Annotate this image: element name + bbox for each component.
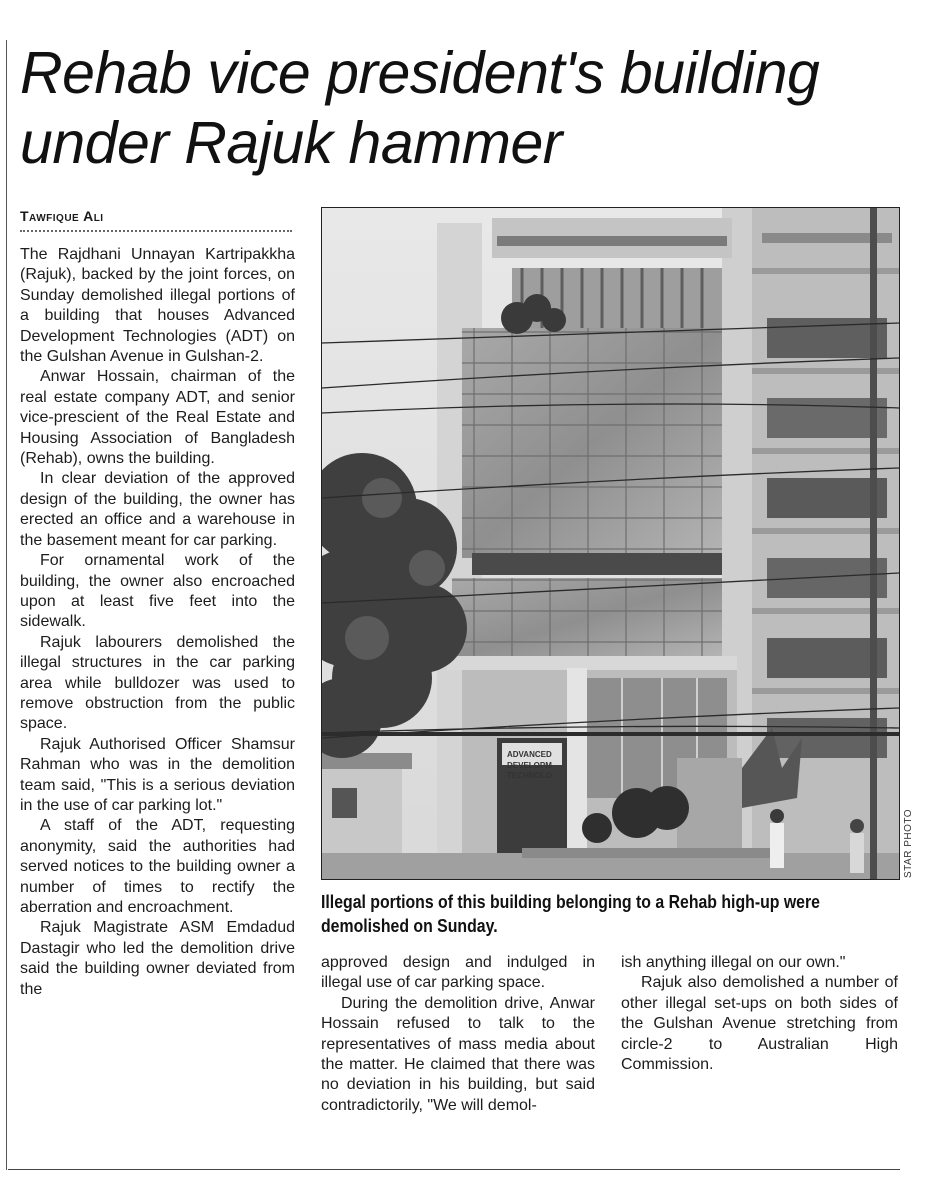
- sign-text-3: TECHNOLO: [507, 771, 552, 780]
- paragraph: Rajuk Magistrate ASM Emdadud Dastagir who led the demolition drive said the building owner deviated from the: [20, 919, 295, 998]
- byline: [20, 208, 104, 224]
- headline-line-1: Rehab vice president's building: [20, 40, 820, 106]
- paragraph: The Rajdhani Unnayan Kartripakkha (Rajuk), backed by the joint forces, on Sunday demolished illegal portions of a building that houses Advanced Development Technologies (ADT) on the Gulshan Avenue in Gulshan-2.: [20, 246, 295, 366]
- news-photo: [321, 207, 900, 880]
- article-column-3: [621, 953, 898, 1075]
- sign-text-2: DEVELOPM: [507, 761, 552, 770]
- paragraph: approved design and indulged in illegal use of car parking space.: [321, 954, 595, 992]
- article-column-2: [321, 953, 595, 1116]
- headline: [20, 38, 910, 178]
- paragraph: Rajuk also demolished a number of other illegal set-ups on both sides of the Gulshan Avenue stretching from circle-2 to Australian High Commission.: [621, 974, 898, 1074]
- byline-dotted-rule: [20, 230, 292, 232]
- building-photo-illustration: [322, 208, 899, 879]
- byline-text: Tawfique Ali: [20, 208, 104, 224]
- paragraph: Rajuk Authorised Officer Shamsur Rahman who was in the demolition team said, "This is a serious deviation in the use of car parking lot.": [20, 735, 295, 814]
- photo-caption: Illegal portions of this building belonging to a Rehab high-up were demolished on Sunday.: [321, 892, 820, 936]
- paragraph: Rajuk labourers demolished the illegal structures in the car parking area while bulldozer was used to remove obstruction from the public space.: [20, 633, 295, 733]
- headline-line-2: under Rajuk hammer: [20, 110, 562, 176]
- paragraph: For ornamental work of the building, the owner also encroached upon at least five feet into the sidewalk.: [20, 552, 295, 631]
- photo-credit: STAR PHOTO: [903, 808, 914, 878]
- paragraph: During the demolition drive, Anwar Hossain refused to talk to the representatives of mass media about the matter. He claimed that there was no deviation in his building, but said contradictorily, "We will demol-: [321, 994, 595, 1114]
- paragraph: In clear deviation of the approved design of the building, the owner has erected an office and a warehouse in the basement meant for car parking.: [20, 470, 295, 549]
- bottom-rule: [8, 1169, 900, 1170]
- sign-text-1: ADVANCED: [507, 750, 552, 759]
- paragraph: Anwar Hossain, chairman of the real estate company ADT, and senior vice-prescient of the Real Estate and Housing Association of Bangladesh (Rehab), owns the building.: [20, 368, 295, 468]
- article-column-1: [20, 245, 295, 1000]
- paragraph: ish anything illegal on our own.": [621, 954, 846, 971]
- paragraph: A staff of the ADT, requesting anonymity, said the authorities had served notices to the building owner a number of times to rectify the aberration and encroachment.: [20, 817, 295, 916]
- left-column-rule: [6, 40, 7, 1170]
